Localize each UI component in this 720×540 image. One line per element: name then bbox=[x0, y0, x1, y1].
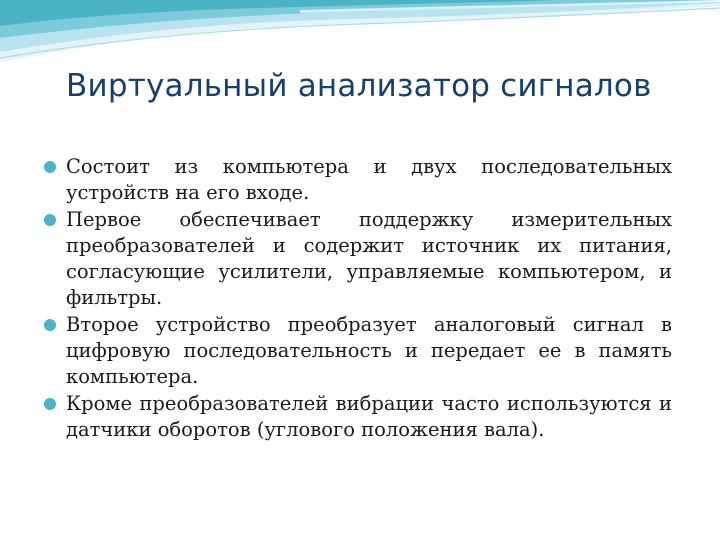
circle-bullet-icon bbox=[44, 214, 56, 226]
slide-body bbox=[44, 154, 672, 443]
slide-title: Виртуальный анализатор сигналов bbox=[66, 68, 652, 104]
circle-bullet-icon bbox=[44, 319, 56, 331]
bullet-item bbox=[44, 391, 672, 444]
bullet-item bbox=[44, 154, 672, 207]
bullet-text: Состоит из компьютера и двух последовательных устройств на его входе. bbox=[66, 155, 672, 205]
bullet-list bbox=[44, 154, 672, 443]
bullet-text: Кроме преобразователей вибрации часто используются и датчики оборотов (углового положения вала). bbox=[66, 391, 672, 441]
bullet-item bbox=[44, 207, 672, 312]
wave-header-decoration bbox=[0, 0, 720, 70]
bullet-text: Первое обеспечивает поддержку измерительных преобразователей и содержит источник их питания, согласующие усилители, управляемые компьютером, и фильтры. bbox=[66, 207, 672, 310]
bullet-item bbox=[44, 312, 672, 391]
bullet-text: Второе устройство преобразует аналоговый сигнал в цифровую последовательность и передает ее в память компьютера. bbox=[66, 312, 672, 389]
circle-bullet-icon bbox=[44, 398, 56, 410]
circle-bullet-icon bbox=[44, 161, 56, 173]
